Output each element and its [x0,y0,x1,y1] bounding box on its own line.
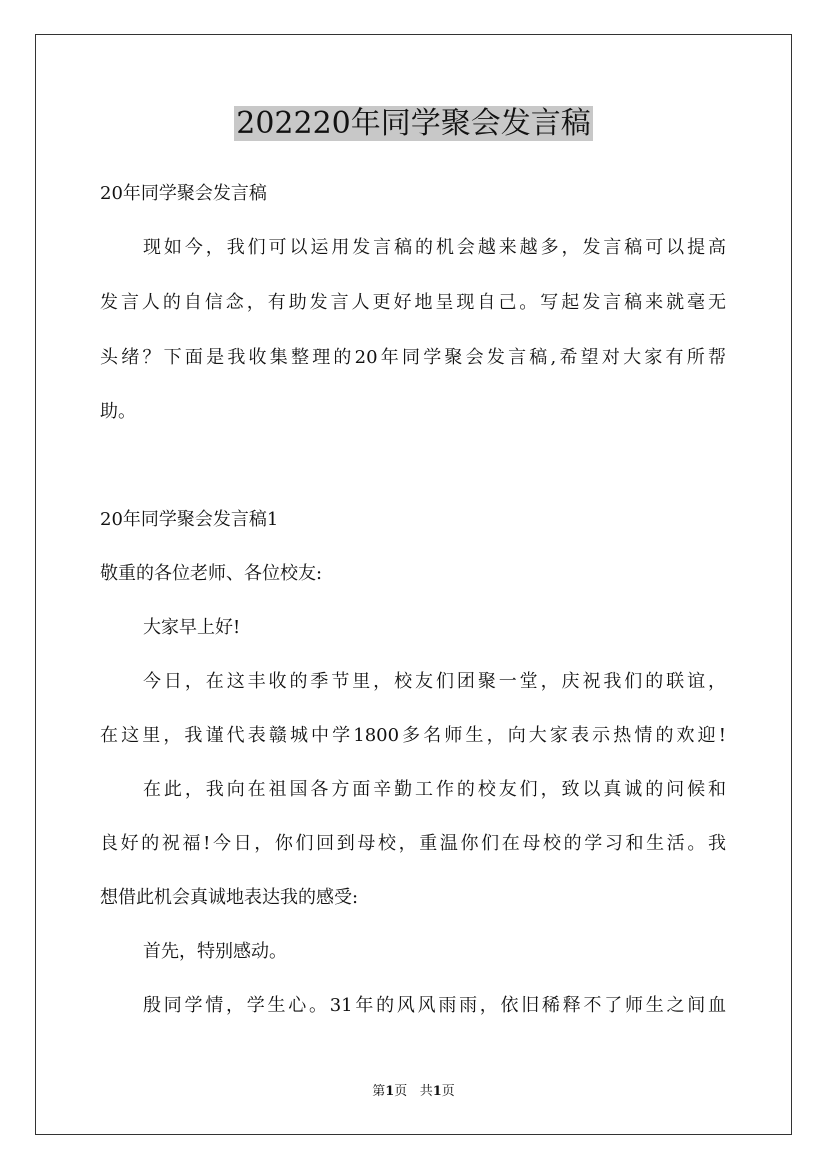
paragraph-line: 良好的祝福!今日，你们回到母校，重温你们在母校的学习和生活。我 [100,833,726,854]
document-title-wrap [0,104,827,144]
paragraph-line: 现如今，我们可以运用发言稿的机会越来越多，发言稿可以提高 [143,237,726,258]
footer-page-total: 1 [432,1084,442,1099]
greeting: 大家早上好! [143,617,241,638]
paragraph-line: 今日，在这丰收的季节里，校友们团聚一堂，庆祝我们的联谊， [143,671,726,692]
paragraph-line: 首先，特别感动。 [143,941,287,962]
page-footer [0,1084,827,1100]
salutation: 敬重的各位老师、各位校友: [100,563,323,584]
paragraph-line: 发言人的自信念，有助发言人更好地呈现自己。写起发言稿来就毫无 [100,292,726,313]
paragraph-line: 在此，我向在祖国各方面辛勤工作的校友们，致以真诚的问候和 [143,779,726,800]
subheading: 20年同学聚会发言稿 [100,183,267,204]
footer-page-current: 1 [385,1084,395,1099]
paragraph-line: 殷同学情，学生心。31年的风风雨雨，依旧稀释不了师生之间血 [143,995,726,1016]
paragraph-line: 头绪？下面是我收集整理的20年同学聚会发言稿,希望对大家有所帮 [100,347,726,368]
paragraph-line: 想借此机会真诚地表达我的感受: [100,887,359,908]
footer-page-suffix: 页 [441,1084,455,1099]
paragraph-line: 助。 [100,401,136,422]
paragraph-line: 在这里，我谨代表赣城中学1800多名师生，向大家表示热情的欢迎! [100,725,726,746]
footer-page-prefix: 第 [372,1084,386,1099]
section-heading: 20年同学聚会发言稿1 [100,509,279,530]
footer-page-mid: 页 共 [394,1084,433,1099]
document-title: 202220年同学聚会发言稿 [236,106,591,141]
